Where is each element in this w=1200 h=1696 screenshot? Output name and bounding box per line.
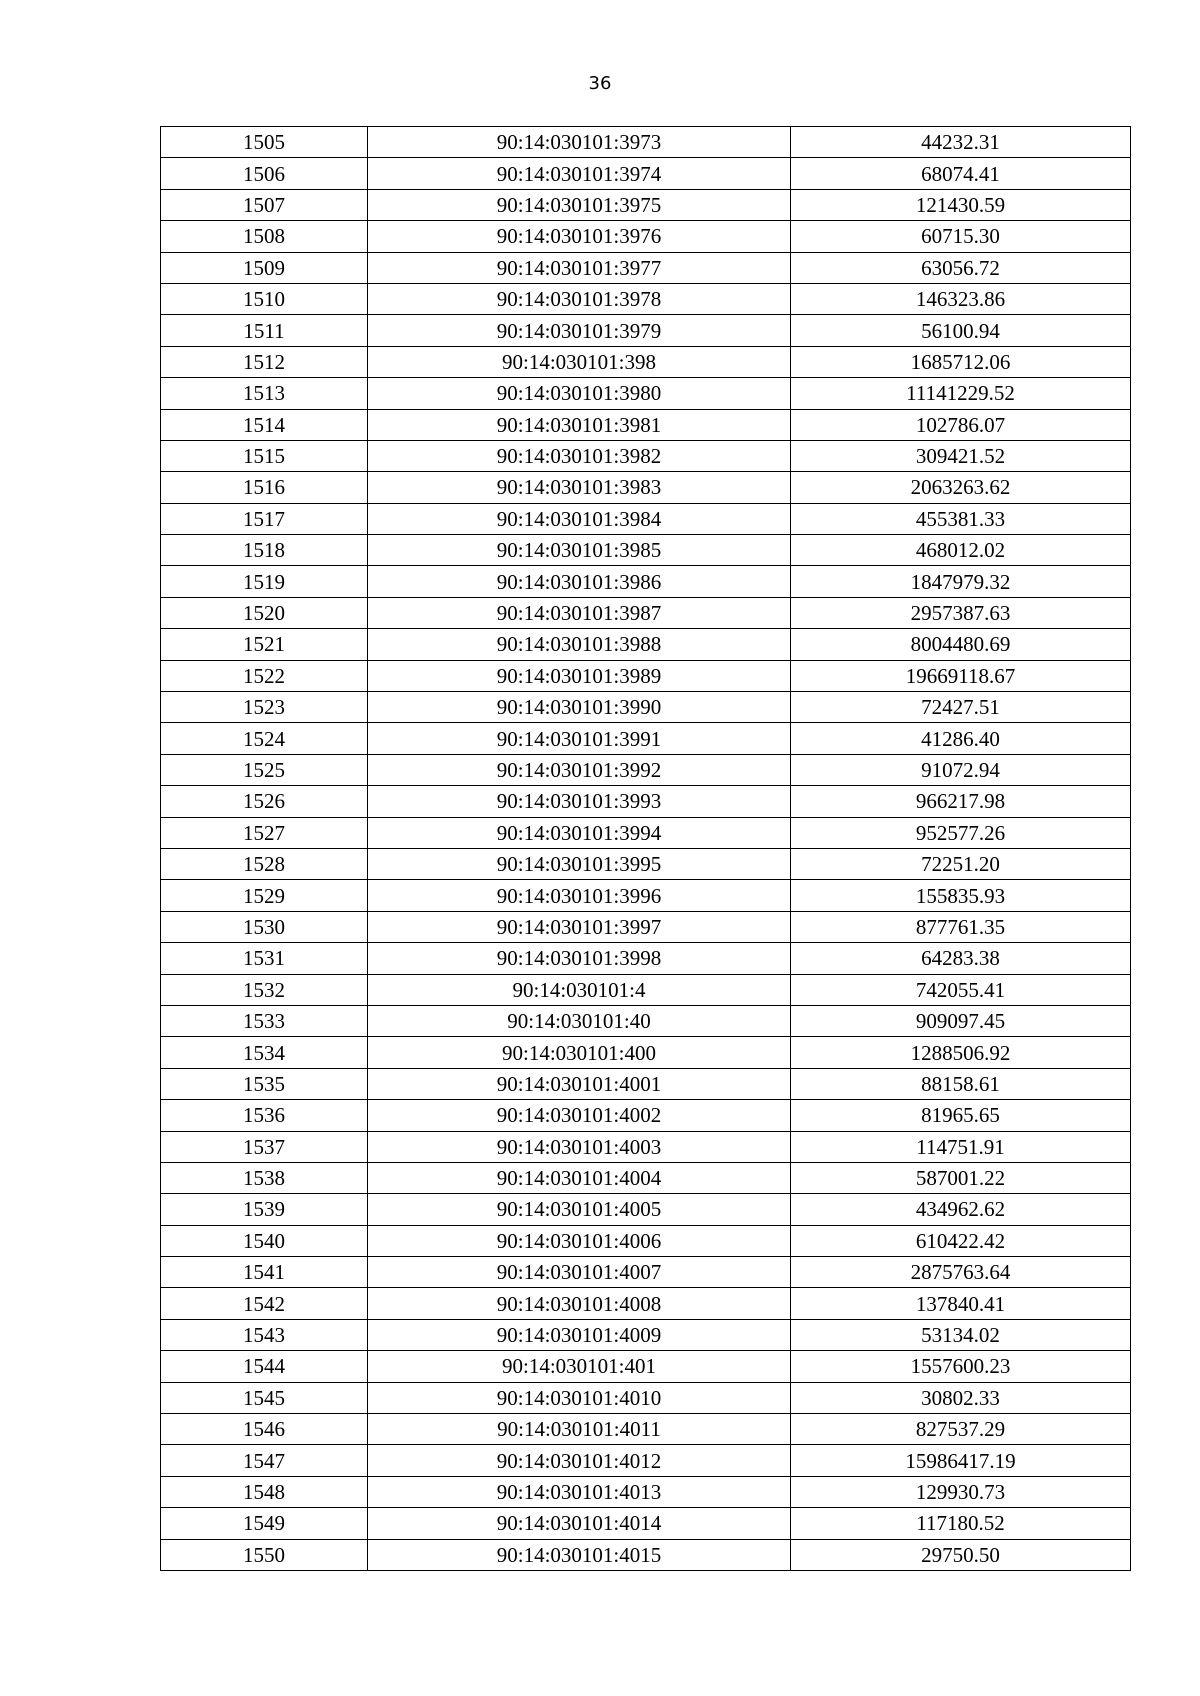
cadastral-number-cell: 90:14:030101:3997 (368, 911, 791, 942)
value-cell: 155835.93 (791, 880, 1131, 911)
cadastral-number-cell: 90:14:030101:4002 (368, 1100, 791, 1131)
table-row (161, 1382, 1131, 1413)
value-cell: 30802.33 (791, 1382, 1131, 1413)
row-number-cell: 1533 (161, 1005, 368, 1036)
table-row (161, 566, 1131, 597)
table-row (161, 1319, 1131, 1350)
cadastral-number-cell: 90:14:030101:3975 (368, 189, 791, 220)
value-cell: 60715.30 (791, 221, 1131, 252)
table-row (161, 1005, 1131, 1036)
row-number-cell: 1526 (161, 786, 368, 817)
table-row (161, 283, 1131, 314)
cadastral-number-cell: 90:14:030101:3989 (368, 660, 791, 691)
value-cell: 129930.73 (791, 1476, 1131, 1507)
cadastral-number-cell: 90:14:030101:401 (368, 1351, 791, 1382)
cadastral-number-cell: 90:14:030101:4014 (368, 1508, 791, 1539)
table-row (161, 660, 1131, 691)
row-number-cell: 1537 (161, 1131, 368, 1162)
table-row (161, 440, 1131, 471)
row-number-cell: 1540 (161, 1225, 368, 1256)
table-row (161, 472, 1131, 503)
table-row (161, 127, 1131, 158)
value-cell: 909097.45 (791, 1005, 1131, 1036)
row-number-cell: 1543 (161, 1319, 368, 1350)
table-row (161, 346, 1131, 377)
value-cell: 68074.41 (791, 158, 1131, 189)
row-number-cell: 1527 (161, 817, 368, 848)
value-cell: 56100.94 (791, 315, 1131, 346)
table-row (161, 1162, 1131, 1193)
table-row (161, 1414, 1131, 1445)
table-body (161, 127, 1131, 1571)
table-row (161, 1288, 1131, 1319)
value-cell: 309421.52 (791, 440, 1131, 471)
table-row (161, 943, 1131, 974)
value-cell: 121430.59 (791, 189, 1131, 220)
value-cell: 11141229.52 (791, 378, 1131, 409)
cadastral-number-cell: 90:14:030101:3982 (368, 440, 791, 471)
value-cell: 53134.02 (791, 1319, 1131, 1350)
cadastral-number-cell: 90:14:030101:4006 (368, 1225, 791, 1256)
table-row (161, 1257, 1131, 1288)
row-number-cell: 1523 (161, 692, 368, 723)
table-row (161, 189, 1131, 220)
value-cell: 81965.65 (791, 1100, 1131, 1131)
row-number-cell: 1510 (161, 283, 368, 314)
value-cell: 91072.94 (791, 754, 1131, 785)
table-row (161, 409, 1131, 440)
cadastral-number-cell: 90:14:030101:3981 (368, 409, 791, 440)
table-row (161, 1037, 1131, 1068)
cadastral-number-cell: 90:14:030101:3974 (368, 158, 791, 189)
row-number-cell: 1520 (161, 597, 368, 628)
cadastral-number-cell: 90:14:030101:4007 (368, 1257, 791, 1288)
value-cell: 64283.38 (791, 943, 1131, 974)
cadastral-number-cell: 90:14:030101:4 (368, 974, 791, 1005)
table-row (161, 974, 1131, 1005)
row-number-cell: 1528 (161, 848, 368, 879)
row-number-cell: 1509 (161, 252, 368, 283)
cadastral-number-cell: 90:14:030101:3980 (368, 378, 791, 409)
row-number-cell: 1505 (161, 127, 368, 158)
table-row (161, 503, 1131, 534)
row-number-cell: 1514 (161, 409, 368, 440)
cadastral-number-cell: 90:14:030101:3973 (368, 127, 791, 158)
cadastral-number-cell: 90:14:030101:4009 (368, 1319, 791, 1350)
cadastral-number-cell: 90:14:030101:3996 (368, 880, 791, 911)
table-row (161, 158, 1131, 189)
table-row (161, 786, 1131, 817)
value-cell: 2957387.63 (791, 597, 1131, 628)
table-row (161, 817, 1131, 848)
value-cell: 72251.20 (791, 848, 1131, 879)
value-cell: 877761.35 (791, 911, 1131, 942)
row-number-cell: 1518 (161, 535, 368, 566)
row-number-cell: 1508 (161, 221, 368, 252)
value-cell: 44232.31 (791, 127, 1131, 158)
value-cell: 1847979.32 (791, 566, 1131, 597)
table-row (161, 252, 1131, 283)
row-number-cell: 1521 (161, 629, 368, 660)
cadastral-table-container (160, 126, 1130, 1571)
row-number-cell: 1544 (161, 1351, 368, 1382)
value-cell: 1557600.23 (791, 1351, 1131, 1382)
row-number-cell: 1530 (161, 911, 368, 942)
table-row (161, 692, 1131, 723)
row-number-cell: 1522 (161, 660, 368, 691)
row-number-cell: 1516 (161, 472, 368, 503)
table-row (161, 1351, 1131, 1382)
value-cell: 15986417.19 (791, 1445, 1131, 1476)
cadastral-number-cell: 90:14:030101:3978 (368, 283, 791, 314)
cadastral-number-cell: 90:14:030101:3990 (368, 692, 791, 723)
row-number-cell: 1532 (161, 974, 368, 1005)
value-cell: 742055.41 (791, 974, 1131, 1005)
cadastral-number-cell: 90:14:030101:3994 (368, 817, 791, 848)
cadastral-number-cell: 90:14:030101:3986 (368, 566, 791, 597)
value-cell: 1288506.92 (791, 1037, 1131, 1068)
row-number-cell: 1541 (161, 1257, 368, 1288)
value-cell: 137840.41 (791, 1288, 1131, 1319)
value-cell: 468012.02 (791, 535, 1131, 566)
value-cell: 19669118.67 (791, 660, 1131, 691)
table-row (161, 315, 1131, 346)
cadastral-number-cell: 90:14:030101:3979 (368, 315, 791, 346)
row-number-cell: 1542 (161, 1288, 368, 1319)
value-cell: 827537.29 (791, 1414, 1131, 1445)
cadastral-number-cell: 90:14:030101:4013 (368, 1476, 791, 1507)
cadastral-number-cell: 90:14:030101:3988 (368, 629, 791, 660)
value-cell: 455381.33 (791, 503, 1131, 534)
cadastral-number-cell: 90:14:030101:4012 (368, 1445, 791, 1476)
value-cell: 587001.22 (791, 1162, 1131, 1193)
table-row (161, 754, 1131, 785)
cadastral-number-cell: 90:14:030101:4004 (368, 1162, 791, 1193)
row-number-cell: 1539 (161, 1194, 368, 1225)
table-row (161, 1445, 1131, 1476)
row-number-cell: 1534 (161, 1037, 368, 1068)
value-cell: 2063263.62 (791, 472, 1131, 503)
table-row (161, 1131, 1131, 1162)
value-cell: 88158.61 (791, 1068, 1131, 1099)
row-number-cell: 1507 (161, 189, 368, 220)
cadastral-number-cell: 90:14:030101:4015 (368, 1539, 791, 1570)
value-cell: 8004480.69 (791, 629, 1131, 660)
cadastral-number-cell: 90:14:030101:4005 (368, 1194, 791, 1225)
value-cell: 2875763.64 (791, 1257, 1131, 1288)
row-number-cell: 1547 (161, 1445, 368, 1476)
cadastral-number-cell: 90:14:030101:3991 (368, 723, 791, 754)
table-row (161, 378, 1131, 409)
table-row (161, 1225, 1131, 1256)
cadastral-number-cell: 90:14:030101:3995 (368, 848, 791, 879)
value-cell: 63056.72 (791, 252, 1131, 283)
cadastral-number-cell: 90:14:030101:398 (368, 346, 791, 377)
table-row (161, 221, 1131, 252)
table-row (161, 535, 1131, 566)
cadastral-number-cell: 90:14:030101:4011 (368, 1414, 791, 1445)
row-number-cell: 1536 (161, 1100, 368, 1131)
value-cell: 117180.52 (791, 1508, 1131, 1539)
value-cell: 114751.91 (791, 1131, 1131, 1162)
row-number-cell: 1512 (161, 346, 368, 377)
table-row (161, 1476, 1131, 1507)
cadastral-table (160, 126, 1131, 1571)
value-cell: 434962.62 (791, 1194, 1131, 1225)
cadastral-number-cell: 90:14:030101:3977 (368, 252, 791, 283)
value-cell: 1685712.06 (791, 346, 1131, 377)
table-row (161, 1100, 1131, 1131)
cadastral-number-cell: 90:14:030101:3985 (368, 535, 791, 566)
table-row (161, 911, 1131, 942)
row-number-cell: 1525 (161, 754, 368, 785)
value-cell: 72427.51 (791, 692, 1131, 723)
row-number-cell: 1549 (161, 1508, 368, 1539)
value-cell: 41286.40 (791, 723, 1131, 754)
row-number-cell: 1529 (161, 880, 368, 911)
table-row (161, 1194, 1131, 1225)
table-row (161, 629, 1131, 660)
table-row (161, 880, 1131, 911)
table-row (161, 723, 1131, 754)
cadastral-number-cell: 90:14:030101:4010 (368, 1382, 791, 1413)
table-row (161, 1068, 1131, 1099)
cadastral-number-cell: 90:14:030101:3987 (368, 597, 791, 628)
row-number-cell: 1519 (161, 566, 368, 597)
row-number-cell: 1524 (161, 723, 368, 754)
table-row (161, 848, 1131, 879)
cadastral-number-cell: 90:14:030101:3976 (368, 221, 791, 252)
table-row (161, 597, 1131, 628)
row-number-cell: 1511 (161, 315, 368, 346)
value-cell: 146323.86 (791, 283, 1131, 314)
row-number-cell: 1545 (161, 1382, 368, 1413)
row-number-cell: 1506 (161, 158, 368, 189)
cadastral-number-cell: 90:14:030101:3984 (368, 503, 791, 534)
row-number-cell: 1535 (161, 1068, 368, 1099)
table-row (161, 1539, 1131, 1570)
cadastral-number-cell: 90:14:030101:3993 (368, 786, 791, 817)
value-cell: 29750.50 (791, 1539, 1131, 1570)
cadastral-number-cell: 90:14:030101:4003 (368, 1131, 791, 1162)
cadastral-number-cell: 90:14:030101:40 (368, 1005, 791, 1036)
row-number-cell: 1531 (161, 943, 368, 974)
row-number-cell: 1538 (161, 1162, 368, 1193)
value-cell: 102786.07 (791, 409, 1131, 440)
row-number-cell: 1546 (161, 1414, 368, 1445)
page-number: 36 (588, 73, 612, 94)
row-number-cell: 1517 (161, 503, 368, 534)
value-cell: 952577.26 (791, 817, 1131, 848)
cadastral-number-cell: 90:14:030101:3998 (368, 943, 791, 974)
row-number-cell: 1548 (161, 1476, 368, 1507)
row-number-cell: 1513 (161, 378, 368, 409)
cadastral-number-cell: 90:14:030101:3983 (368, 472, 791, 503)
row-number-cell: 1515 (161, 440, 368, 471)
row-number-cell: 1550 (161, 1539, 368, 1570)
table-row (161, 1508, 1131, 1539)
value-cell: 966217.98 (791, 786, 1131, 817)
cadastral-number-cell: 90:14:030101:4008 (368, 1288, 791, 1319)
cadastral-number-cell: 90:14:030101:4001 (368, 1068, 791, 1099)
value-cell: 610422.42 (791, 1225, 1131, 1256)
cadastral-number-cell: 90:14:030101:400 (368, 1037, 791, 1068)
cadastral-number-cell: 90:14:030101:3992 (368, 754, 791, 785)
